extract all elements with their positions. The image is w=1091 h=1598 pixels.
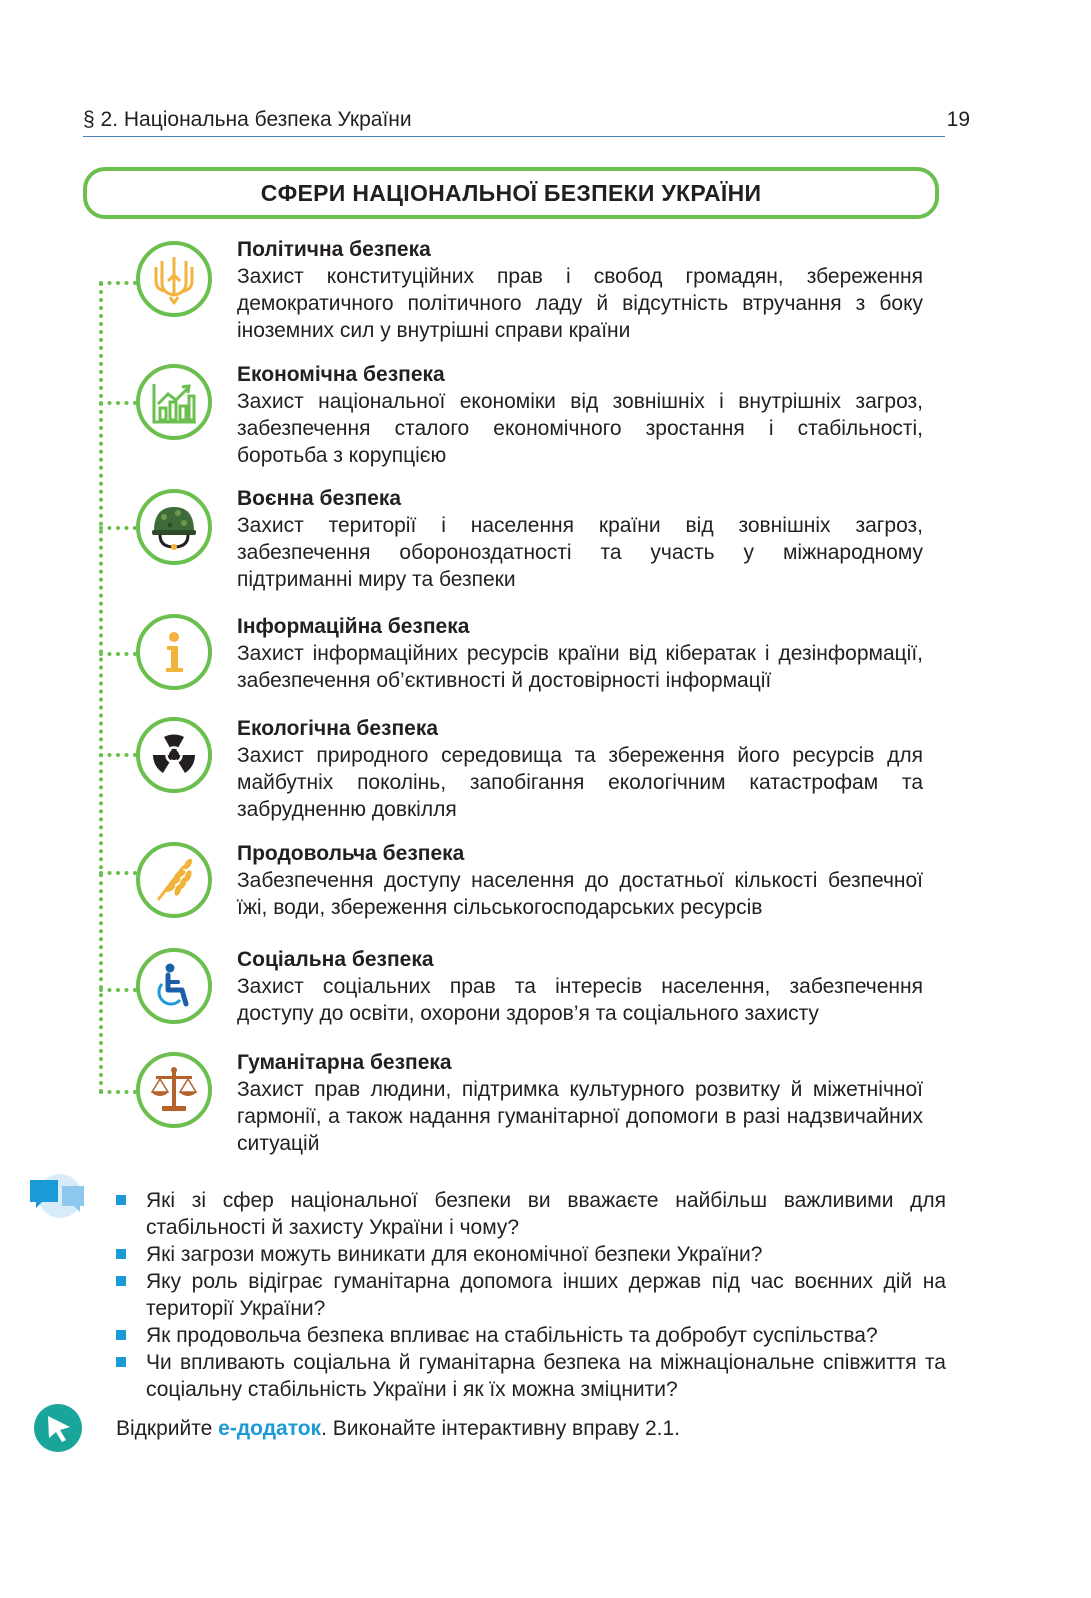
section-title: § 2. Національна безпека України <box>83 108 412 131</box>
sphere-title: Політична безпека <box>237 238 431 261</box>
page-header <box>83 106 970 138</box>
sphere-text <box>237 361 923 469</box>
bullet-icon <box>116 1195 126 1205</box>
list-item <box>116 1187 946 1241</box>
icon-circle <box>136 364 212 440</box>
info-icon <box>148 626 200 678</box>
eaddon-link[interactable]: е-додаток <box>218 1417 322 1440</box>
question-text: Які зі сфер національної безпеки ви вважаєте найбільш важливими для стабільності й захисту України і чому? <box>146 1189 946 1239</box>
military-helmet-icon <box>148 501 200 553</box>
sphere-description: Захист природного середовища та збереження його ресурсів для майбутніх поколінь, запобігання екологічним катастрофам та забрудненню довкілля <box>237 744 923 821</box>
connector <box>99 753 137 757</box>
radiation-icon <box>148 729 200 781</box>
sphere-title: Продовольча безпека <box>237 842 465 865</box>
list-item <box>116 1268 946 1322</box>
connector <box>99 1090 137 1094</box>
question-text: Як продовольча безпека впливає на стабільність та добробут суспільства? <box>146 1324 878 1347</box>
connector <box>99 871 137 875</box>
sphere-title: Гуманітарна безпека <box>237 1051 452 1074</box>
sphere-text <box>237 715 923 823</box>
sphere-text <box>237 840 923 921</box>
eaddon-line <box>116 1415 680 1442</box>
sphere-text <box>237 946 923 1027</box>
connector <box>99 281 137 285</box>
eaddon-before: Відкрийте <box>116 1417 219 1440</box>
scales-icon <box>148 1064 200 1116</box>
question-text: Чи впливають соціальна й гуманітарна безпека на міжнаціональне співжиття та соціальну стабільність України і як їх можна зміцнити? <box>146 1351 946 1401</box>
question-text: Які загрози можуть виникати для економічної безпеки України? <box>146 1243 763 1266</box>
sphere-text <box>237 613 923 694</box>
connector <box>99 526 137 530</box>
bullet-icon <box>116 1357 126 1367</box>
questions-list <box>116 1187 946 1403</box>
growth-chart-icon <box>148 376 200 428</box>
bullet-icon <box>116 1330 126 1340</box>
banner-title: СФЕРИ НАЦІОНАЛЬНОЇ БЕЗПЕКИ УКРАЇНИ <box>260 179 762 206</box>
connector <box>99 652 137 656</box>
icon-circle <box>136 489 212 565</box>
cursor-click-icon <box>33 1403 83 1453</box>
sphere-text <box>237 1049 923 1157</box>
sphere-title: Соціальна безпека <box>237 948 434 971</box>
sphere-title: Воєнна безпека <box>237 487 402 510</box>
sphere-description: Забезпечення доступу населення до достатньої кількості безпечної їжі, води, збереження сільськогосподарських ресурсів <box>237 869 923 919</box>
icon-circle <box>136 614 212 690</box>
wheelchair-icon <box>148 960 200 1012</box>
page-number: 19 <box>946 108 970 131</box>
sphere-description: Захист соціальних прав та інтересів населення, забезпечення доступу до освіти, охорони здоров’я та соціального захисту <box>237 975 923 1025</box>
header-rule <box>83 136 945 137</box>
wheat-icon <box>148 854 200 906</box>
icon-circle <box>136 948 212 1024</box>
list-item <box>116 1241 946 1268</box>
sphere-title: Екологічна безпека <box>237 717 439 740</box>
sphere-title: Економічна безпека <box>237 363 445 386</box>
sphere-text <box>237 485 923 593</box>
icon-circle <box>136 717 212 793</box>
sphere-description: Захист прав людини, підтримка культурного розвитку й міжетнічної гармонії, а також надання гуманітарної допомоги в разі надзвичайних ситуацій <box>237 1078 923 1155</box>
bullet-icon <box>116 1276 126 1286</box>
connector <box>99 988 137 992</box>
sphere-description: Захист конституційних прав і свобод громадян, збереження демократичного політичного ладу й відсутність втручання з боку іноземних сил у внутрішні справи країни <box>237 265 923 342</box>
bullet-icon <box>116 1249 126 1259</box>
icon-circle <box>136 842 212 918</box>
question-text: Яку роль відіграє гуманітарна допомога інших держав під час воєнних дій на території України? <box>146 1270 946 1320</box>
list-item <box>116 1322 946 1349</box>
icon-circle <box>136 241 212 317</box>
sphere-description: Захист національної економіки від зовнішніх і внутрішніх загроз, забезпечення сталого економічного зростання і стабільності, боротьба з корупцією <box>237 390 923 467</box>
sphere-description: Захист інформаційних ресурсів країни від кібератак і дезінформації, забезпечення об’єктивності й достовірності інформації <box>237 642 923 692</box>
discussion-icon <box>28 1172 86 1222</box>
icon-circle <box>136 1052 212 1128</box>
section-banner <box>83 167 939 219</box>
sphere-text <box>237 236 923 344</box>
eaddon-after: . Виконайте інтерактивну вправу 2.1. <box>321 1417 680 1440</box>
trident-icon <box>148 253 200 305</box>
sphere-title: Інформаційна безпека <box>237 615 470 638</box>
connector <box>99 401 137 405</box>
list-item <box>116 1349 946 1403</box>
sphere-description: Захист території і населення країни від зовнішніх загроз, забезпечення обороноздатності та участь у міжнародному підтриманні миру та безпеки <box>237 514 923 591</box>
